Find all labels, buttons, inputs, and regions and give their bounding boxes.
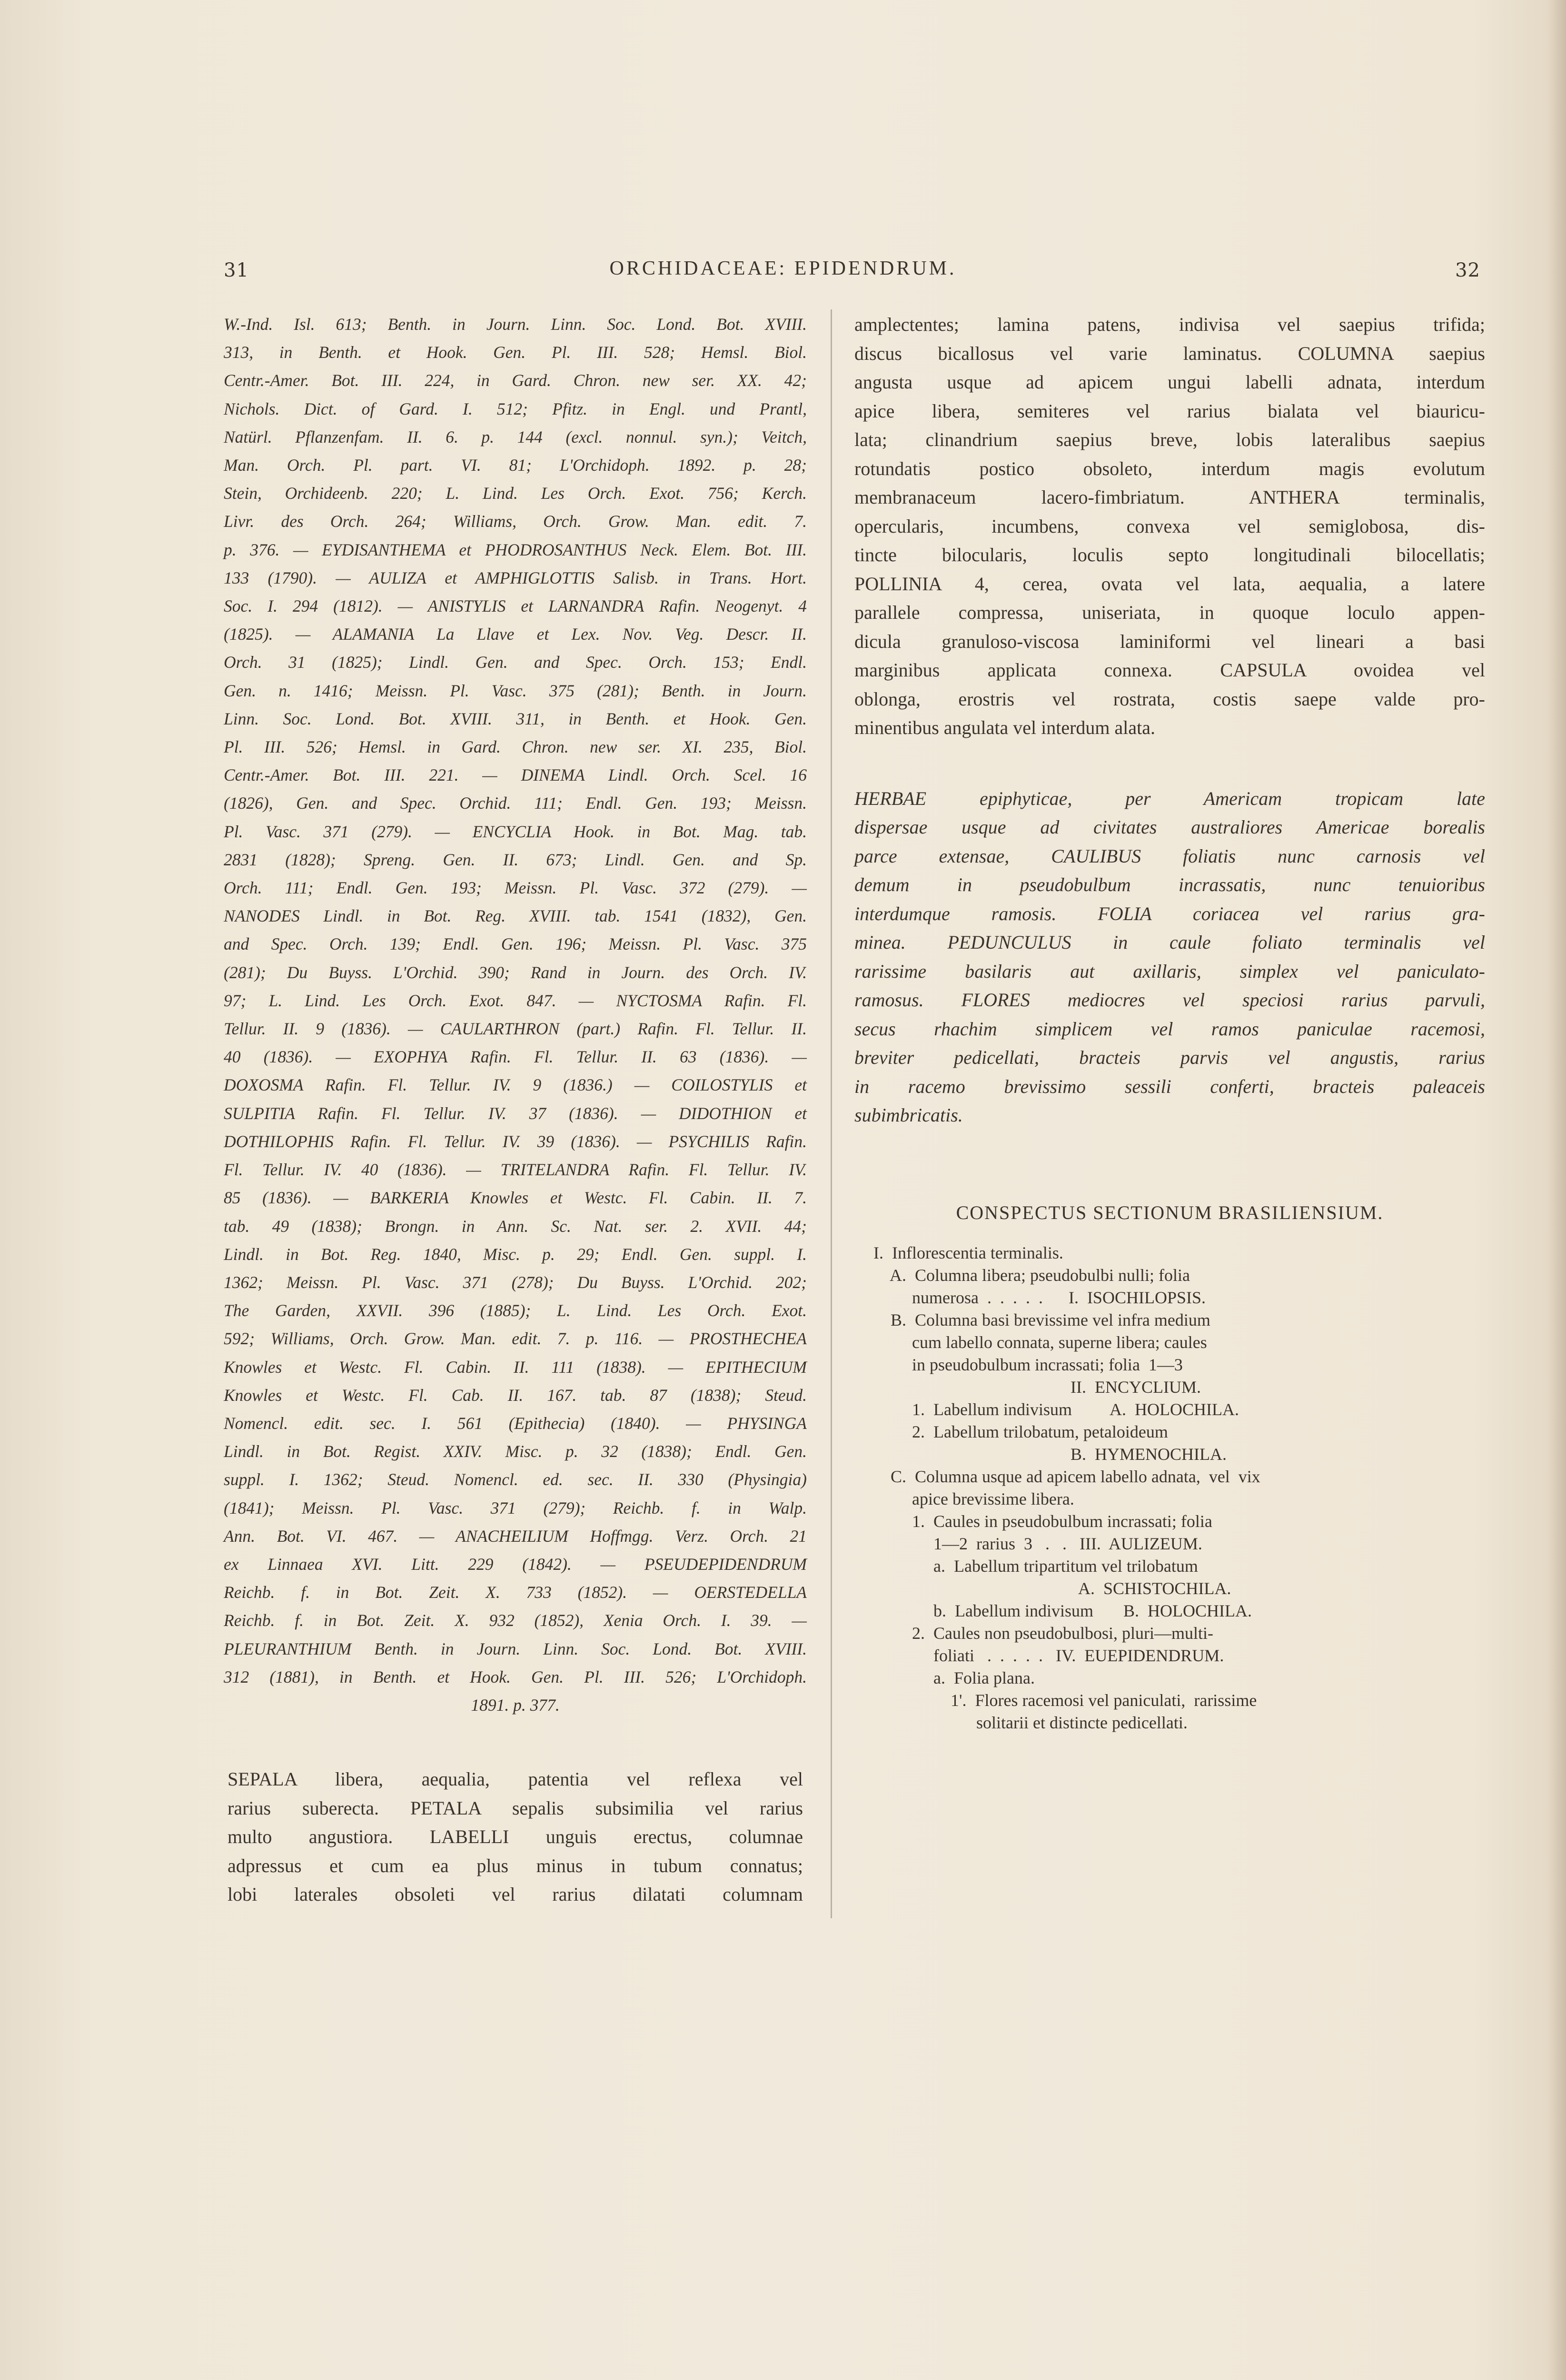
page-edge-shadow bbox=[1548, 0, 1566, 2380]
herbae-line: in racemo brevissimo sessili conferti, bracteis paleaceis bbox=[854, 1075, 1485, 1097]
description-line: oblonga, erostris vel rostrata, costis saepe valde pro- bbox=[854, 688, 1485, 710]
synonymy-line: (1841); Meissn. Pl. Vasc. 371 (279); Reichb. f. in Walp. bbox=[224, 1498, 807, 1517]
synonymy-line: Pl. III. 526; Hemsl. in Gard. Chron. new ser. XI. 235, Biol. bbox=[224, 737, 807, 757]
key-line: A. Columna libera; pseudobulbi nulli; folia bbox=[873, 1265, 1190, 1285]
description-line: parallele compressa, uniseriata, in quoque loculo appen- bbox=[854, 602, 1485, 623]
description-line: minentibus angulata vel interdum alata. bbox=[854, 717, 1156, 738]
synonymy-line: PLEURANTHIUM Benth. in Journ. Linn. Soc. Lond. Bot. XVIII. bbox=[224, 1639, 807, 1658]
key-line: 1. Caules in pseudobulbum incrassati; folia bbox=[873, 1511, 1212, 1531]
synonymy-line: The Garden, XXVII. 396 (1885); L. Lind. Les Orch. Exot. bbox=[224, 1301, 807, 1320]
synonymy-line: tab. 49 (1838); Brongn. in Ann. Sc. Nat. ser. 2. XVII. 44; bbox=[224, 1216, 807, 1236]
synonymy-line: and Spec. Orch. 139; Endl. Gen. 196; Meissn. Pl. Vasc. 375 bbox=[224, 934, 807, 954]
synonymy-line: Stein, Orchideenb. 220; L. Lind. Les Orch. Exot. 756; Kerch. bbox=[224, 484, 807, 503]
description-line: amplectentes; lamina patens, indivisa vel saepius trifida; bbox=[854, 314, 1485, 335]
description-line: tincte bilocularis, loculis septo longitudinali bilocellatis; bbox=[854, 544, 1485, 565]
key-line: 2. Caules non pseudobulbosi, pluri—multi- bbox=[873, 1623, 1213, 1643]
description-line: dicula granuloso-viscosa laminiformi vel lineari a basi bbox=[854, 630, 1485, 652]
herbae-line: interdumque ramosis. FOLIA coriacea vel rarius gra- bbox=[854, 902, 1485, 924]
synonymy-line: 133 (1790). — AULIZA et AMPHIGLOTTIS Salisb. in Trans. Hort. bbox=[224, 568, 807, 587]
synonymy-line: Linn. Soc. Lond. Bot. XVIII. 311, in Benth. et Hook. Gen. bbox=[224, 709, 807, 728]
key-line: numerosa . . . . . I. ISOCHILOPSIS. bbox=[873, 1288, 1206, 1307]
synonymy-line: Fl. Tellur. IV. 40 (1836). — TRITELANDRA Rafin. Fl. Tellur. IV. bbox=[224, 1160, 807, 1180]
synonymy-line: SULPITIA Rafin. Fl. Tellur. IV. 37 (1836). — DIDOTHION et bbox=[224, 1103, 807, 1123]
key-line: cum labello connata, superne libera; caules bbox=[873, 1332, 1207, 1352]
description-line: apice libera, semiteres vel rarius bialata vel biauricu- bbox=[854, 400, 1485, 422]
running-head: ORCHIDACEAE: EPIDENDRUM. bbox=[609, 258, 957, 279]
key-line: solitarii et distincte pedicellati. bbox=[873, 1713, 1188, 1732]
synonymy-line: suppl. I. 1362; Steud. Nomencl. ed. sec. II. 330 (Physingia) bbox=[224, 1470, 807, 1489]
synonymy-line: (1826), Gen. and Spec. Orchid. 111; Endl. Gen. 193; Meissn. bbox=[224, 793, 807, 813]
description-line: adpressus et cum ea plus minus in tubum connatus; bbox=[228, 1854, 803, 1876]
left-column bbox=[224, 310, 807, 1909]
herbae-line: parce extensae, CAULIBUS foliatis nunc carnosis vel bbox=[854, 845, 1485, 867]
description-line: membranaceum lacero-fimbriatum. ANTHERA terminalis, bbox=[854, 486, 1485, 508]
synonymy-line: Man. Orch. Pl. part. VI. 81; L'Orchidoph. 1892. p. 28; bbox=[224, 456, 807, 475]
key-line: B. HYMENOCHILA. bbox=[873, 1444, 1227, 1464]
page-number-left: 31 bbox=[224, 259, 249, 281]
description-line: angusta usque ad apicem ungui labelli adnata, interdum bbox=[854, 371, 1485, 393]
synonymy-line: 312 (1881), in Benth. et Hook. Gen. Pl. III. 526; L'Orchidoph. bbox=[224, 1667, 807, 1686]
synonymy-line: 313, in Benth. et Hook. Gen. Pl. III. 528; Hemsl. Biol. bbox=[224, 343, 807, 362]
synonymy-line: Orch. 31 (1825); Lindl. Gen. and Spec. Orch. 153; Endl. bbox=[224, 653, 807, 672]
description-left bbox=[224, 1765, 807, 1909]
key-line: B. Columna basi brevissime vel infra medium bbox=[873, 1310, 1210, 1329]
description-line: rarius suberecta. PETALA sepalis subsimilia vel rarius bbox=[228, 1797, 803, 1819]
key-line: 1—2 rarius 3 . . III. AULIZEUM. bbox=[873, 1534, 1202, 1553]
key-line: b. Labellum indivisum B. HOLOCHILA. bbox=[873, 1601, 1252, 1620]
description-line: discus bicallosus vel varie laminatus. COLUMNA saepius bbox=[854, 342, 1485, 364]
synonymy-line: Orch. 111; Endl. Gen. 193; Meissn. Pl. Vasc. 372 (279). — bbox=[224, 878, 807, 898]
synonymy-line: Nichols. Dict. of Gard. I. 512; Pfitz. in Engl. und Prantl, bbox=[224, 399, 807, 418]
herbae-line: secus rhachim simplicem vel ramos paniculae racemosi, bbox=[854, 1018, 1485, 1040]
conspectus-title: CONSPECTUS SECTIONUM BRASILIENSIUM. bbox=[956, 1201, 1384, 1223]
key-line: A. SCHISTOCHILA. bbox=[873, 1578, 1231, 1598]
herbae-paragraph bbox=[854, 784, 1485, 1130]
synonymy-line: (1825). — ALAMANIA La Llave et Lex. Nov. Veg. Descr. II. bbox=[224, 625, 807, 644]
synonymy-line: Tellur. II. 9 (1836). — CAULARTHRON (part.) Rafin. Fl. Tellur. II. bbox=[224, 1019, 807, 1039]
herbae-line: HERBAE epiphyticae, per Americam tropicam late bbox=[854, 787, 1485, 809]
key-line: a. Labellum tripartitum vel trilobatum bbox=[873, 1556, 1198, 1576]
synonymy-line: DOTHILOPHIS Rafin. Fl. Tellur. IV. 39 (1836). — PSYCHILIS Rafin. bbox=[224, 1131, 807, 1151]
herbae-line: dispersae usque ad civitates australiores Americae borealis bbox=[854, 816, 1485, 838]
synonymy-line: 40 (1836). — EXOPHYA Rafin. Fl. Tellur. II. 63 (1836). — bbox=[224, 1047, 807, 1067]
description-line: POLLINIA 4, cerea, ovata vel lata, aequalia, a latere bbox=[854, 573, 1485, 595]
synonymy-line: Knowles et Westc. Fl. Cab. II. 167. tab. 87 (1838); Steud. bbox=[224, 1385, 807, 1405]
synonymy-line: Livr. des Orch. 264; Williams, Orch. Grow. Man. edit. 7. bbox=[224, 512, 807, 531]
synonymy-block bbox=[224, 310, 807, 1719]
synonymy-line: Lindl. in Bot. Reg. 1840, Misc. p. 29; Endl. Gen. suppl. I. bbox=[224, 1244, 807, 1264]
key-line: foliati . . . . . IV. EUEPIDENDRUM. bbox=[873, 1646, 1224, 1665]
right-column bbox=[854, 310, 1485, 1734]
description-line: marginibus applicata connexa. CAPSULA ovoidea vel bbox=[854, 659, 1485, 681]
key-line: II. ENCYCLIUM. bbox=[873, 1377, 1201, 1397]
key-line: in pseudobulbum incrassati; folia 1—3 bbox=[873, 1355, 1183, 1374]
key-line: 1'. Flores racemosi vel paniculati, rarissime bbox=[873, 1690, 1257, 1710]
synonymy-line: Natürl. Pflanzenfam. II. 6. p. 144 (excl. nonnul. syn.); Veitch, bbox=[224, 427, 807, 446]
herbae-line: breviter pedicellati, bracteis parvis vel angustis, rarius bbox=[854, 1047, 1485, 1068]
column-divider bbox=[831, 309, 832, 1918]
description-line: SEPALA libera, aequalia, patentia vel reflexa vel bbox=[228, 1768, 803, 1790]
synonymy-line: Knowles et Westc. Fl. Cabin. II. 111 (1838). — EPITHECIUM bbox=[224, 1357, 807, 1377]
herbae-line: ramosus. FLORES mediocres vel speciosi rarius parvuli, bbox=[854, 989, 1485, 1011]
synonymy-line: ex Linnaea XVI. Litt. 229 (1842). — PSEUDEPIDENDRUM bbox=[224, 1554, 807, 1574]
synonymy-line: Centr.-Amer. Bot. III. 224, in Gard. Chron. new ser. XX. 42; bbox=[224, 371, 807, 390]
herbae-line: rarissime basilaris aut axillaris, simplex vel paniculato- bbox=[854, 960, 1485, 982]
key-line: 2. Labellum trilobatum, petaloideum bbox=[873, 1422, 1168, 1441]
synonymy-line: Centr.-Amer. Bot. III. 221. — DINEMA Lindl. Orch. Scel. 16 bbox=[224, 765, 807, 785]
synonymy-line: DOXOSMA Rafin. Fl. Tellur. IV. 9 (1836.) — COILOSTYLIS et bbox=[224, 1075, 807, 1095]
synonymy-line: Soc. I. 294 (1812). — ANISTYLIS et LARNANDRA Rafin. Neogenyt. 4 bbox=[224, 596, 807, 616]
synonymy-line: 85 (1836). — BARKERIA Knowles et Westc. Fl. Cabin. II. 7. bbox=[224, 1188, 807, 1208]
key-line: 1. Labellum indivisum A. HOLOCHILA. bbox=[873, 1399, 1239, 1419]
synonymy-line: Gen. n. 1416; Meissn. Pl. Vasc. 375 (281); Benth. in Journ. bbox=[224, 681, 807, 700]
key-line: I. Inflorescentia terminalis. bbox=[873, 1243, 1063, 1262]
synonymy-line: 2831 (1828); Spreng. Gen. II. 673; Lindl. Gen. and Sp. bbox=[224, 850, 807, 869]
synonymy-line: 592; Williams, Orch. Grow. Man. edit. 7. p. 116. — PROSTHECHEA bbox=[224, 1329, 807, 1349]
synonymy-line: 1362; Meissn. Pl. Vasc. 371 (278); Du Buyss. L'Orchid. 202; bbox=[224, 1272, 807, 1292]
synonymy-line: Pl. Vasc. 371 (279). — ENCYCLIA Hook. in Bot. Mag. tab. bbox=[224, 822, 807, 841]
synonymy-line: 1891. p. 377. bbox=[471, 1695, 560, 1715]
synonymy-line: Reichb. f. in Bot. Zeit. X. 932 (1852), Xenia Orch. I. 39. — bbox=[224, 1611, 807, 1630]
synonymy-line: Ann. Bot. VI. 467. — ANACHEILIUM Hoffmgg. Verz. Orch. 21 bbox=[224, 1526, 807, 1546]
synonymy-line: NANODES Lindl. in Bot. Reg. XVIII. tab. 1541 (1832), Gen. bbox=[224, 906, 807, 926]
synonymy-line: Lindl. in Bot. Regist. XXIV. Misc. p. 32 (1838); Endl. Gen. bbox=[224, 1442, 807, 1461]
key-line: apice brevissime libera. bbox=[873, 1489, 1074, 1508]
description-line: rotundatis postico obsoleto, interdum magis evolutum bbox=[854, 457, 1485, 479]
key-to-sections bbox=[854, 1242, 1485, 1734]
key-line: C. Columna usque ad apicem labello adnata, vel vix bbox=[873, 1467, 1260, 1486]
synonymy-line: W.-Ind. Isl. 613; Benth. in Journ. Linn. Soc. Lond. Bot. XVIII. bbox=[224, 315, 807, 334]
description-line: lobi laterales obsoleti vel rarius dilatati columnam bbox=[228, 1884, 803, 1905]
description-line: multo angustiora. LABELLI unguis erectus, columnae bbox=[228, 1826, 803, 1848]
description-line: opercularis, incumbens, convexa vel semiglobosa, dis- bbox=[854, 515, 1485, 537]
herbae-line: demum in pseudobulbum incrassatis, nunc tenuioribus bbox=[854, 874, 1485, 895]
synonymy-line: Nomencl. edit. sec. I. 561 (Epithecia) (1840). — PHYSINGA bbox=[224, 1413, 807, 1433]
synonymy-line: p. 376. — EYDISANTHEMA et PHODROSANTHUS Neck. Elem. Bot. III. bbox=[224, 540, 807, 559]
synonymy-line: Reichb. f. in Bot. Zeit. X. 733 (1852). — OERSTEDELLA bbox=[224, 1583, 807, 1602]
description-right bbox=[854, 310, 1485, 743]
page-number-right: 32 bbox=[1455, 259, 1480, 281]
herbae-line: subimbricatis. bbox=[854, 1104, 963, 1126]
description-line: lata; clinandrium saepius breve, lobis lateralibus saepius bbox=[854, 429, 1485, 450]
synonymy-line: (281); Du Buyss. L'Orchid. 390; Rand in Journ. des Orch. IV. bbox=[224, 962, 807, 982]
key-line: a. Folia plana. bbox=[873, 1668, 1035, 1687]
herbae-line: minea. PEDUNCULUS in caule foliato terminalis vel bbox=[854, 932, 1485, 953]
synonymy-line: 97; L. Lind. Les Orch. Exot. 847. — NYCTOSMA Rafin. Fl. bbox=[224, 991, 807, 1010]
